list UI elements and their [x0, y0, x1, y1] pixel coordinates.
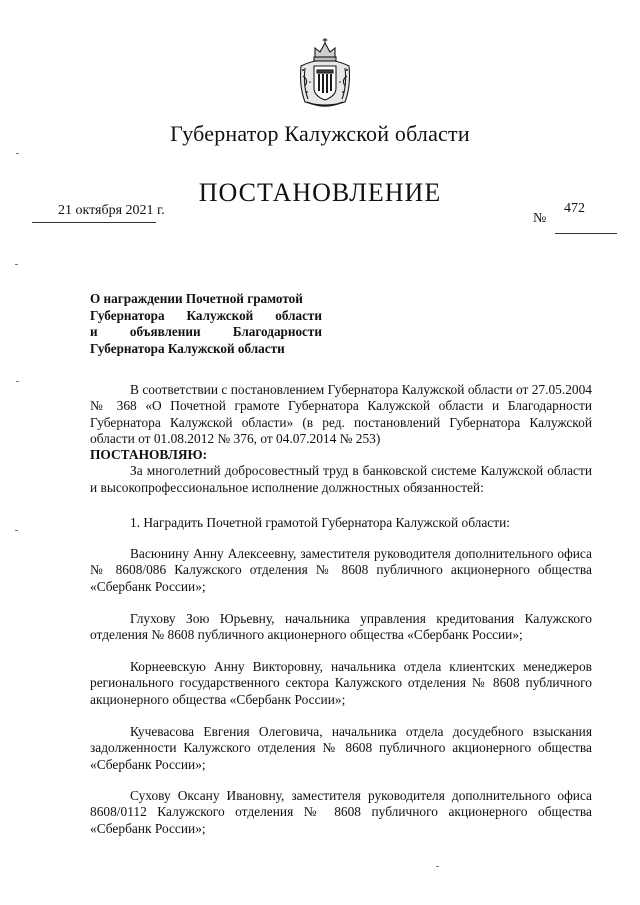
scan-speck [16, 153, 19, 154]
awardee-paragraph [90, 611, 592, 644]
preamble-block [90, 382, 592, 496]
document-date: 21 октября 2021 г. [58, 203, 165, 218]
document-type-title: ПОСТАНОВЛЕНИЕ [198, 178, 442, 207]
subject-line: Губернатора Калужской области [90, 340, 285, 356]
document-number: 472 [564, 201, 585, 216]
awardee-paragraph [90, 546, 592, 595]
scan-speck [15, 530, 18, 531]
subject-line [90, 324, 322, 341]
subject-word: Калужской [186, 307, 254, 323]
awardee-paragraph [90, 788, 592, 837]
awardee-text: Корнеевскую Анну Викторовну, начальника отдела клиентских менеджеров регионального государственного сектора Калужского отделения № 8608 публичного акционерного общества «Сбербанк России»; [90, 659, 592, 707]
reason-paragraph: За многолетний добросовестный труд в банковской системе Калужской области и высокопрофессиональное исполнение должностных обязанностей: [90, 463, 592, 495]
subject-word: области [275, 307, 322, 323]
scan-speck [15, 264, 18, 265]
awardee-paragraph [90, 724, 592, 773]
preamble-paragraph: В соответствии с постановлением Губернатора Калужской области от 27.05.2004 № 368 «О Почетной грамоте Губернатора Калужской области и Благодарности Губернатора Калужской области» (в ред. постановлений Губернатора Калужской области от 01.08.2012 № 376, от 04.07.2014 № 253) [90, 382, 592, 446]
subject-line: О награждении Почетной грамотой [90, 291, 303, 306]
number-underline [555, 233, 617, 234]
subject-word: Губернатора [90, 307, 165, 323]
coat-of-arms-icon [297, 36, 353, 110]
awardee-text: Васюнину Анну Алексеевну, заместителя руководителя дополнительного офиса № 8608/086 Калужского отделения № 8608 публичного акционерного общества «Сбербанк России»; [90, 546, 592, 594]
date-underline [32, 222, 156, 223]
subject-word: и [90, 324, 98, 339]
document-subject [90, 291, 322, 357]
number-sign: № [533, 211, 547, 226]
awardee-text: Глухову Зою Юрьевну, начальника управления кредитования Калужского отделения № 8608 публичного акционерного общества «Сбербанк России»; [90, 611, 592, 643]
awardee-paragraph [90, 659, 592, 708]
awardee-text: Кучевасова Евгения Олеговича, начальника отдела досудебного взыскания задолженности Калужского отделения № 8608 публичного акционерного общества «Сбербанк России»; [90, 724, 592, 772]
scan-speck [16, 381, 19, 382]
decree-heading: ПОСТАНОВЛЯЮ: [90, 447, 208, 463]
awardee-text: Сухову Оксану Ивановну, заместителя руководителя дополнительного офиса 8608/0112 Калужского отделения № 8608 публичного акционерного общества «Сбербанк России»; [90, 788, 592, 836]
award-item-paragraph: 1. Наградить Почетной грамотой Губернатора Калужской области: [130, 515, 510, 530]
scan-speck [436, 866, 439, 867]
subject-line [90, 308, 322, 325]
subject-word: Благодарности [232, 324, 322, 339]
item-1-heading [90, 515, 592, 531]
issuing-authority: Губернатор Калужской области [170, 121, 470, 146]
subject-word: объявлении [129, 324, 201, 339]
document-number-field [533, 201, 617, 249]
